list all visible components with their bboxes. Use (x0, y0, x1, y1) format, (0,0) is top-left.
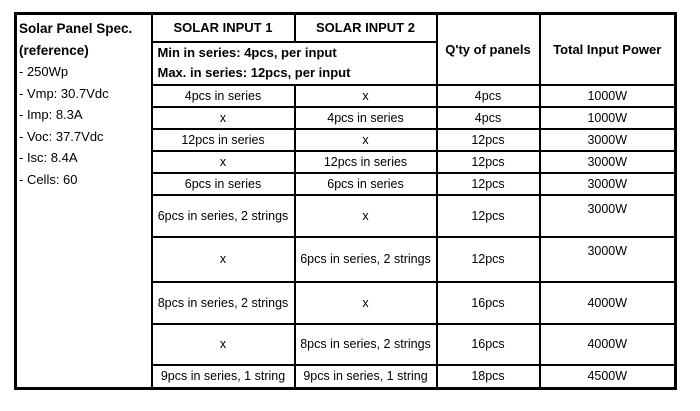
cell-solar-input-2: 9pcs in series, 1 string (295, 365, 437, 389)
cell-solar-input-1: 8pcs in series, 2 strings (152, 282, 295, 324)
cell-power: 4000W (540, 282, 676, 324)
header-row-1 (16, 14, 676, 42)
cell-qty: 4pcs (437, 85, 540, 107)
spec-title: Solar Panel Spec. (19, 21, 133, 36)
series-limits-note (152, 42, 437, 85)
cell-solar-input-1: 9pcs in series, 1 string (152, 365, 295, 389)
cell-qty: 12pcs (437, 173, 540, 195)
cell-power: 3000W (540, 151, 676, 173)
col-header-solar-input-2: SOLAR INPUT 2 (295, 14, 437, 42)
spec-item-voc: - Voc: 37.7Vdc (19, 128, 104, 144)
cell-solar-input-2: x (295, 195, 437, 237)
cell-qty: 12pcs (437, 129, 540, 151)
cell-power: 3000W (540, 173, 676, 195)
cell-solar-input-1: x (152, 107, 295, 129)
spec-item-wattage: - 250Wp (19, 64, 69, 79)
min-series-note: Min in series: 4pcs, per input (157, 44, 337, 60)
spec-item-vmp: - Vmp: 30.7Vdc (19, 85, 109, 101)
cell-qty: 12pcs (437, 237, 540, 282)
cell-solar-input-1: 6pcs in series, 2 strings (152, 195, 295, 237)
cell-solar-input-2: 4pcs in series (295, 107, 437, 129)
cell-qty: 16pcs (437, 324, 540, 365)
cell-solar-input-1: 4pcs in series (152, 85, 295, 107)
cell-qty: 16pcs (437, 282, 540, 324)
cell-power: 1000W (540, 85, 676, 107)
spec-item-isc: - Isc: 8.4A (19, 150, 78, 165)
cell-qty: 4pcs (437, 107, 540, 129)
cell-qty: 18pcs (437, 365, 540, 389)
cell-solar-input-2: 12pcs in series (295, 151, 437, 173)
cell-qty: 12pcs (437, 195, 540, 237)
cell-power: 3000W (540, 195, 676, 237)
cell-solar-input-1: 12pcs in series (152, 129, 295, 151)
cell-power: 3000W (540, 129, 676, 151)
spec-subtitle: (reference) (19, 42, 89, 58)
cell-solar-input-2: 6pcs in series (295, 173, 437, 195)
col-header-qty: Q'ty of panels (437, 14, 540, 85)
cell-solar-input-2: x (295, 129, 437, 151)
max-series-note: Max. in series: 12pcs, per input (157, 65, 351, 80)
col-header-total-power: Total Input Power (540, 14, 676, 85)
cell-solar-input-2: x (295, 85, 437, 107)
cell-solar-input-2: 6pcs in series, 2 strings (295, 237, 437, 282)
cell-solar-input-2: 8pcs in series, 2 strings (295, 324, 437, 365)
col-header-solar-input-1: SOLAR INPUT 1 (152, 14, 295, 42)
cell-solar-input-2: x (295, 282, 437, 324)
cell-solar-input-1: 6pcs in series (152, 173, 295, 195)
cell-power: 1000W (540, 107, 676, 129)
spec-panel-cell (16, 14, 152, 389)
cell-power: 3000W (540, 237, 676, 282)
cell-solar-input-1: x (152, 237, 295, 282)
cell-solar-input-1: x (152, 151, 295, 173)
cell-power: 4000W (540, 324, 676, 365)
spec-item-cells: - Cells: 60 (19, 171, 78, 187)
cell-solar-input-1: x (152, 324, 295, 365)
spec-item-imp: - Imp: 8.3A (19, 107, 83, 122)
solar-config-table (14, 12, 677, 390)
cell-power: 4500W (540, 365, 676, 389)
cell-qty: 12pcs (437, 151, 540, 173)
